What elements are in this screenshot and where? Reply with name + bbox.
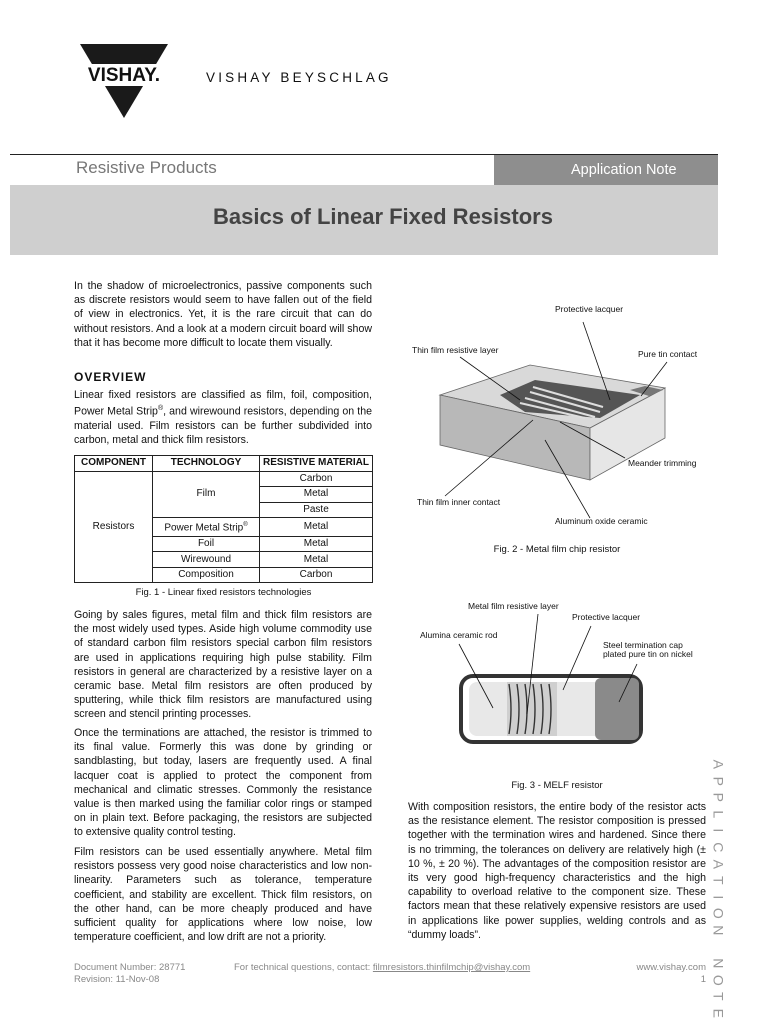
side-letter: T (710, 992, 727, 1001)
company-name: VISHAY BEYSCHLAG (206, 70, 392, 85)
fig3-caption: Fig. 3 - MELF resistor (511, 780, 603, 791)
table-cell-material: Paste (260, 502, 373, 518)
fig3-label: Steel termination cap (603, 640, 683, 650)
fig3-label: Alumina ceramic rod (420, 630, 498, 640)
side-letter: C (710, 842, 727, 853)
side-letter: A (710, 859, 727, 869)
website: www.vishay.com (636, 962, 706, 973)
svg-text:VISHAY.: VISHAY. (87, 65, 161, 86)
body-paragraph: Once the terminations are attached, the resistor is trimmed to its final value. Formerly this was done by grinding or sandblasting, but today, lasers are frequently used. A final lacquer coat is applied to protect the component from mechanical and climatic stresses. Commonly the resistance value is then marked using the familiar color rings or stamped on in plain text. Before packaging, the resistors are subjected to extensive quality control testing. (74, 727, 372, 839)
side-letter: N (710, 958, 727, 969)
side-letter: I (710, 828, 727, 833)
intro-paragraph: In the shadow of microelectronics, passive components such as discrete resistors would seem to have fallen out of the field of view in electronics. Yet, it is the rare circuit that can do without resistors. And a look at a modern circuit board will show that it has become more difficult to locate them visually. (74, 280, 372, 349)
body-paragraph: Going by sales figures, metal film and thick film resistors are the most widely used types. Aside high volume commodity use of standard carbon film resistors special carbon film resistors are used in applications requiring high pulse stability. Film resistors in general are characterized by a resistive layer on a ceramic base. Metal film resistors are often produced by sputtering, while thick film resistors are manufactured using screen and stencil printing processes. (74, 609, 372, 721)
side-letter: A (710, 759, 727, 769)
fig2-label: Protective lacquer (555, 304, 624, 314)
overview-paragraph: Linear fixed resistors are classified as film, foil, composition, Power Metal Strip®, and wirewound resistors, depending on the material used. Film resistors can be further subdivided into carbon, metal and thick film resistors. (74, 389, 372, 447)
fig2-label: Aluminum oxide ceramic (555, 516, 648, 526)
table-cell-material: Carbon (260, 567, 373, 583)
side-letter: N (710, 925, 727, 936)
side-letter: I (710, 895, 727, 899)
fig3-label: plated pure tin on nickel (603, 649, 693, 659)
table-cell-technology: Film (153, 471, 260, 518)
table-cell-material: Metal (260, 487, 373, 503)
table-header: COMPONENT (75, 456, 153, 472)
page-number: 1 (700, 974, 706, 985)
table-cell-technology: Composition (153, 567, 260, 583)
contact-email-link[interactable]: filmresistors.thinfilmchip@vishay.com (372, 962, 531, 973)
revision: Revision: 11-Nov-08 (74, 974, 160, 985)
side-label (706, 756, 730, 1022)
table-cell-component: Resistors (75, 471, 153, 583)
body-paragraph: Film resistors can be used essentially anywhere. Metal film resistors possess very good noise characteristics and low non-linearity. Parameters such as tolerance, temperature coefficient, and stability are excellent. Thick film resistors, on the other hand, can be more cheaply produced and have sufficient quality for applications where low noise, low temperature coefficient, and low drift are not a priority. (74, 846, 372, 944)
table-cell-technology: Foil (153, 536, 260, 552)
fig3-label: Protective lacquer (572, 612, 641, 622)
vishay-logo (80, 42, 170, 122)
table-header: RESISTIVE MATERIAL (260, 456, 373, 472)
fig2-label: Meander trimming (628, 458, 697, 468)
table-cell-technology: Wirewound (153, 552, 260, 568)
side-letter: O (710, 908, 727, 920)
side-letter: E (710, 1008, 727, 1018)
page-title: Basics of Linear Fixed Resistors (213, 204, 553, 229)
side-letter: P (710, 792, 727, 803)
side-letter: L (710, 810, 727, 818)
chip-resistor-figure (405, 300, 705, 530)
table-header: TECHNOLOGY (153, 456, 260, 472)
fig2-label: Thin film resistive layer (412, 345, 499, 355)
fig3-label: Metal film resistive layer (468, 601, 559, 611)
composition-paragraph: With composition resistors, the entire body of the resistor acts as the resistance element. The resistor composition is pressed together with the termination wires and hardened. Since there is no trimming, the tolerances on delivery are relatively high (± 10 %, ± 20 %). The advantages of the composition resistor are its very good high-frequency characteristics and the high capability to overload relative to the component size. These factors mean that these relatively expensive resistors are used in applications like power supplies, welding controls and as “dummy loads”. (408, 801, 706, 941)
technology-table (74, 455, 373, 583)
side-letter: P (710, 776, 727, 786)
table-cell-technology: Power Metal Strip® (153, 518, 260, 536)
fig2-label: Pure tin contact (638, 349, 698, 359)
side-letter: O (710, 974, 727, 986)
section-label: Resistive Products (76, 158, 217, 177)
table-cell-material: Metal (260, 552, 373, 568)
overview-heading: OVERVIEW (74, 370, 147, 384)
fig2-label: Thin film inner contact (417, 497, 501, 507)
table-cell-material: Metal (260, 536, 373, 552)
fig1-caption: Fig. 1 - Linear fixed resistors technologies (135, 587, 312, 598)
doc-type-label: Application Note (494, 155, 718, 185)
table-cell-material: Metal (260, 518, 373, 536)
contact-line: For technical questions, contact: filmresistors.thinfilmchip@vishay.com (234, 962, 531, 973)
table-cell-material: Carbon (260, 471, 373, 487)
doc-number: Document Number: 28771 (74, 962, 186, 973)
side-letter: T (710, 876, 727, 885)
fig2-caption: Fig. 2 - Metal film chip resistor (493, 544, 621, 555)
